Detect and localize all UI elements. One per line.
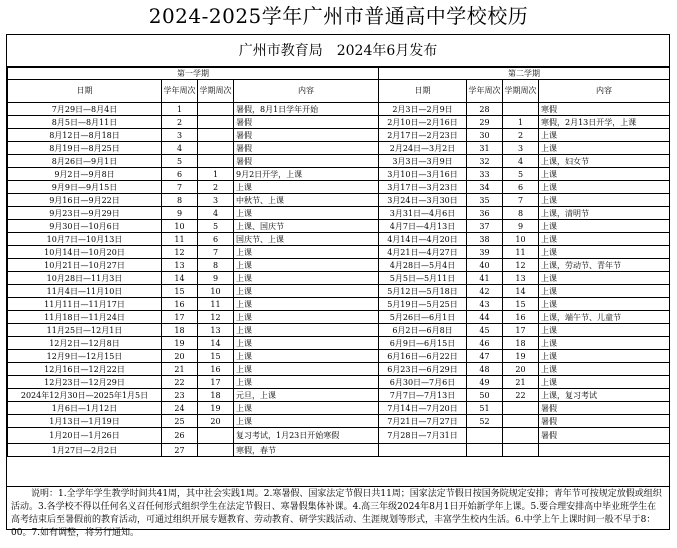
date-cell: 1月27日—2月2日 bbox=[8, 444, 162, 457]
date-cell: 11月25日—12月1日 bbox=[8, 324, 162, 337]
date-cell: 2024年12月30日—2025年1月5日 bbox=[8, 389, 162, 402]
date-cell: 7月21日—7月27日 bbox=[379, 415, 467, 428]
term-week-cell: 19 bbox=[503, 350, 539, 363]
term-week-cell: 12 bbox=[198, 311, 234, 324]
school-week-cell: 38 bbox=[467, 233, 503, 246]
content-cell: 暑假，8月1日学年开始 bbox=[234, 103, 379, 116]
content-cell bbox=[539, 444, 670, 457]
calendar-frame bbox=[6, 34, 670, 538]
term-week-cell bbox=[503, 444, 539, 457]
table-row bbox=[8, 444, 670, 457]
table-row bbox=[8, 116, 670, 129]
term-week-cell: 8 bbox=[503, 207, 539, 220]
table-row bbox=[8, 220, 670, 233]
content-cell: 上课 bbox=[539, 376, 670, 389]
school-week-cell: 8 bbox=[162, 194, 198, 207]
date-cell: 11月18日—11月24日 bbox=[8, 311, 162, 324]
content-cell: 上课 bbox=[539, 246, 670, 259]
table-row bbox=[8, 259, 670, 272]
content-cell: 上课 bbox=[234, 207, 379, 220]
table-row bbox=[8, 168, 670, 181]
table-row bbox=[8, 246, 670, 259]
term-week-cell: 9 bbox=[198, 272, 234, 285]
content-cell: 暑假 bbox=[234, 116, 379, 129]
date-cell: 12月23日—12月29日 bbox=[8, 376, 162, 389]
term-week-cell: 8 bbox=[198, 259, 234, 272]
term-week-cell: 14 bbox=[503, 285, 539, 298]
school-week-cell: 21 bbox=[162, 363, 198, 376]
date-cell: 3月24日—3月30日 bbox=[379, 194, 467, 207]
date-cell bbox=[379, 444, 467, 457]
date-cell: 8月5日—8月11日 bbox=[8, 116, 162, 129]
content-cell: 暑假 bbox=[234, 155, 379, 168]
content-cell: 上课，妇女节 bbox=[539, 155, 670, 168]
term-week-cell: 6 bbox=[503, 181, 539, 194]
table-row bbox=[8, 311, 670, 324]
content-cell: 暑假 bbox=[539, 428, 670, 444]
term-week-cell: 16 bbox=[503, 311, 539, 324]
school-week-cell: 39 bbox=[467, 246, 503, 259]
term-week-cell: 16 bbox=[198, 363, 234, 376]
content-cell: 上课 bbox=[234, 272, 379, 285]
content-cell: 寒假，2月13日开学，上课 bbox=[539, 116, 670, 129]
school-week-cell: 40 bbox=[467, 259, 503, 272]
date-cell: 7月7日—7月13日 bbox=[379, 389, 467, 402]
date-cell: 8月12日—8月18日 bbox=[8, 129, 162, 142]
school-week-cell: 5 bbox=[162, 155, 198, 168]
date-cell: 10月14日—10月20日 bbox=[8, 246, 162, 259]
term-week-cell: 5 bbox=[198, 220, 234, 233]
term-week-cell: 17 bbox=[503, 324, 539, 337]
school-week-cell: 2 bbox=[162, 116, 198, 129]
term-week-cell: 4 bbox=[198, 207, 234, 220]
notes-paragraph: 说明：1.全学年学生教学时间共41周，其中社会实践1周。2.寒暑假、国家法定节假日共11周；国家法定节假日按国务院规定安排；青年节可按规定放假或组织活动。3.各学校不得以任何名义召任何形式组织学生在法定节假日、寒暑假集体补课。4.高三年级2024年8月1日开始新学年上课。5.要合理安排高中毕业班学生在高考结束后至暑假前的教育活动，可通过组织开展专题教育、劳动教育、研学实践活动、生涯规划等形式，丰富学生校内生活。6.中学上午上课时间一般不早于8：00。7.如有调整，将另行通知。 bbox=[7, 486, 669, 540]
content-cell: 上课 bbox=[234, 285, 379, 298]
content-cell: 暑假 bbox=[539, 415, 670, 428]
content-cell: 国庆节、上课 bbox=[234, 233, 379, 246]
page-title: 2024-2025学年广州市普通高中学校校历 bbox=[148, 4, 529, 28]
school-week-cell: 41 bbox=[467, 272, 503, 285]
date-cell: 7月14日—7月20日 bbox=[379, 402, 467, 415]
term-week-cell: 21 bbox=[503, 376, 539, 389]
content-cell: 上课 bbox=[234, 246, 379, 259]
table-row bbox=[8, 129, 670, 142]
school-week-cell: 35 bbox=[467, 194, 503, 207]
school-week-cell: 47 bbox=[467, 350, 503, 363]
term-week-cell: 20 bbox=[198, 415, 234, 428]
table-row bbox=[8, 363, 670, 376]
date-cell: 10月7日—10月13日 bbox=[8, 233, 162, 246]
date-cell: 6月30日—7月6日 bbox=[379, 376, 467, 389]
content-cell: 上课 bbox=[539, 220, 670, 233]
term-week-cell bbox=[503, 415, 539, 428]
date-cell: 6月2日—6月8日 bbox=[379, 324, 467, 337]
table-row bbox=[8, 272, 670, 285]
table-row bbox=[8, 194, 670, 207]
table-row bbox=[8, 298, 670, 311]
term-week-cell bbox=[198, 129, 234, 142]
date-cell: 6月9日—6月15日 bbox=[379, 337, 467, 350]
school-week-cell: 27 bbox=[162, 444, 198, 457]
school-week-cell: 4 bbox=[162, 142, 198, 155]
school-week-cell: 37 bbox=[467, 220, 503, 233]
term-week-cell: 6 bbox=[198, 233, 234, 246]
content-cell: 复习考试，1月23日开始寒假 bbox=[234, 428, 379, 444]
school-week-cell: 20 bbox=[162, 350, 198, 363]
school-week-cell: 14 bbox=[162, 272, 198, 285]
school-calendar-table bbox=[7, 67, 670, 457]
term-week-cell: 10 bbox=[198, 285, 234, 298]
school-week-cell: 19 bbox=[162, 337, 198, 350]
content-cell: 上课 bbox=[539, 272, 670, 285]
term-week-cell: 7 bbox=[198, 246, 234, 259]
date-cell: 3月17日—3月23日 bbox=[379, 181, 467, 194]
term-week-cell bbox=[198, 103, 234, 116]
date-cell: 9月9日—9月15日 bbox=[8, 181, 162, 194]
table-row bbox=[8, 181, 670, 194]
term-week-cell: 3 bbox=[198, 194, 234, 207]
col-header-date: 日期 bbox=[379, 80, 467, 103]
term-week-cell: 7 bbox=[503, 194, 539, 207]
content-cell: 上课 bbox=[539, 233, 670, 246]
term-week-cell: 2 bbox=[503, 129, 539, 142]
school-week-cell: 12 bbox=[162, 246, 198, 259]
content-cell: 上课 bbox=[539, 363, 670, 376]
term-week-cell: 11 bbox=[503, 246, 539, 259]
school-week-cell: 50 bbox=[467, 389, 503, 402]
col-header-content: 内容 bbox=[539, 80, 670, 103]
table-row bbox=[8, 207, 670, 220]
semester-1-header: 第一学期 bbox=[8, 68, 379, 80]
school-week-cell: 6 bbox=[162, 168, 198, 181]
table-row bbox=[8, 402, 670, 415]
date-cell: 5月12日—5月18日 bbox=[379, 285, 467, 298]
date-cell: 3月10日—3月16日 bbox=[379, 168, 467, 181]
col-header-content: 内容 bbox=[234, 80, 379, 103]
date-cell: 11月11日—11月17日 bbox=[8, 298, 162, 311]
table-row bbox=[8, 324, 670, 337]
term-week-cell: 13 bbox=[503, 272, 539, 285]
term-week-cell bbox=[503, 103, 539, 116]
term-week-cell bbox=[503, 428, 539, 444]
school-week-cell: 42 bbox=[467, 285, 503, 298]
date-cell: 4月7日—4月13日 bbox=[379, 220, 467, 233]
date-cell: 9月30日—10月6日 bbox=[8, 220, 162, 233]
date-cell: 5月5日—5月11日 bbox=[379, 272, 467, 285]
school-week-cell: 24 bbox=[162, 402, 198, 415]
content-cell: 上课，复习考试 bbox=[539, 389, 670, 402]
term-week-cell: 14 bbox=[198, 337, 234, 350]
term-week-cell: 1 bbox=[198, 168, 234, 181]
content-cell: 上课，端午节、儿童节 bbox=[539, 311, 670, 324]
date-cell: 5月26日—6月1日 bbox=[379, 311, 467, 324]
content-cell: 上课 bbox=[234, 402, 379, 415]
table-row bbox=[8, 389, 670, 402]
col-header-school-week: 学年周次 bbox=[467, 80, 503, 103]
content-cell: 上课 bbox=[234, 376, 379, 389]
content-cell: 暑假 bbox=[539, 402, 670, 415]
term-week-cell: 11 bbox=[198, 298, 234, 311]
content-cell: 上课 bbox=[539, 324, 670, 337]
content-cell: 上课 bbox=[539, 129, 670, 142]
date-cell: 4月21日—4月27日 bbox=[379, 246, 467, 259]
content-cell: 上课 bbox=[234, 350, 379, 363]
date-cell: 9月16日—9月22日 bbox=[8, 194, 162, 207]
school-week-cell: 44 bbox=[467, 311, 503, 324]
term-week-cell: 19 bbox=[198, 402, 234, 415]
school-week-cell: 28 bbox=[467, 103, 503, 116]
school-week-cell: 7 bbox=[162, 181, 198, 194]
table-row bbox=[8, 337, 670, 350]
school-week-cell: 45 bbox=[467, 324, 503, 337]
school-week-cell: 36 bbox=[467, 207, 503, 220]
date-cell: 12月16日—12月22日 bbox=[8, 363, 162, 376]
term-week-cell: 12 bbox=[503, 259, 539, 272]
col-header-school-week: 学年周次 bbox=[162, 80, 198, 103]
content-cell: 上课 bbox=[234, 298, 379, 311]
semester-2-header: 第二学期 bbox=[379, 68, 670, 80]
date-cell: 3月3日—3月9日 bbox=[379, 155, 467, 168]
content-cell: 上课 bbox=[539, 337, 670, 350]
content-cell: 元旦，上课 bbox=[234, 389, 379, 402]
content-cell: 上课 bbox=[539, 285, 670, 298]
col-header-term-week: 学期周次 bbox=[198, 80, 234, 103]
content-cell: 寒假，春节 bbox=[234, 444, 379, 457]
date-cell: 4月14日—4月20日 bbox=[379, 233, 467, 246]
date-cell: 10月21日—10月27日 bbox=[8, 259, 162, 272]
content-cell: 上课 bbox=[234, 181, 379, 194]
term-week-cell: 9 bbox=[503, 220, 539, 233]
content-cell: 暑假 bbox=[234, 142, 379, 155]
date-cell: 2月17日—2月23日 bbox=[379, 129, 467, 142]
school-week-cell: 13 bbox=[162, 259, 198, 272]
date-cell: 4月28日—5月4日 bbox=[379, 259, 467, 272]
term-week-cell bbox=[503, 402, 539, 415]
content-cell: 上课 bbox=[234, 363, 379, 376]
date-cell: 2月3日—2月9日 bbox=[379, 103, 467, 116]
table-row bbox=[8, 103, 670, 116]
school-week-cell: 29 bbox=[467, 116, 503, 129]
date-cell: 8月26日—9月1日 bbox=[8, 155, 162, 168]
school-week-cell: 26 bbox=[162, 428, 198, 444]
school-week-cell: 25 bbox=[162, 415, 198, 428]
col-header-term-week: 学期周次 bbox=[503, 80, 539, 103]
date-cell: 12月2日—12月8日 bbox=[8, 337, 162, 350]
content-cell: 上课 bbox=[539, 181, 670, 194]
content-cell: 上课 bbox=[234, 337, 379, 350]
table-row bbox=[8, 415, 670, 428]
date-cell: 12月9日—12月15日 bbox=[8, 350, 162, 363]
school-week-cell: 31 bbox=[467, 142, 503, 155]
school-week-cell: 33 bbox=[467, 168, 503, 181]
date-cell: 6月23日—6月29日 bbox=[379, 363, 467, 376]
date-cell: 7月28日—7月31日 bbox=[379, 428, 467, 444]
date-cell: 11月4日—11月10日 bbox=[8, 285, 162, 298]
publisher-line: 广州市教育局 2024年6月发布 bbox=[7, 35, 669, 67]
date-cell: 9月2日—9月8日 bbox=[8, 168, 162, 181]
term-week-cell bbox=[198, 428, 234, 444]
table-row bbox=[8, 376, 670, 389]
term-week-cell: 18 bbox=[503, 337, 539, 350]
school-week-cell: 3 bbox=[162, 129, 198, 142]
date-cell: 2月24日—3月2日 bbox=[379, 142, 467, 155]
school-week-cell: 10 bbox=[162, 220, 198, 233]
school-week-cell: 43 bbox=[467, 298, 503, 311]
school-week-cell: 46 bbox=[467, 337, 503, 350]
date-cell: 6月16日—6月22日 bbox=[379, 350, 467, 363]
content-cell: 中秋节、上课 bbox=[234, 194, 379, 207]
school-week-cell: 34 bbox=[467, 181, 503, 194]
table-row bbox=[8, 142, 670, 155]
table-row bbox=[8, 155, 670, 168]
term-week-cell bbox=[198, 155, 234, 168]
term-week-cell bbox=[198, 116, 234, 129]
term-week-cell bbox=[198, 444, 234, 457]
col-header-date: 日期 bbox=[8, 80, 162, 103]
school-week-cell: 9 bbox=[162, 207, 198, 220]
table-row bbox=[8, 285, 670, 298]
school-week-cell bbox=[467, 428, 503, 444]
date-cell: 3月31日—4月6日 bbox=[379, 207, 467, 220]
term-week-cell: 4 bbox=[503, 155, 539, 168]
content-cell: 上课 bbox=[234, 259, 379, 272]
term-week-cell: 15 bbox=[503, 298, 539, 311]
content-cell: 上课 bbox=[234, 324, 379, 337]
school-week-cell: 30 bbox=[467, 129, 503, 142]
table-row bbox=[8, 233, 670, 246]
date-cell: 7月29日—8月4日 bbox=[8, 103, 162, 116]
term-week-cell: 1 bbox=[503, 116, 539, 129]
content-cell: 上课 bbox=[234, 311, 379, 324]
content-cell: 上课 bbox=[539, 194, 670, 207]
term-week-cell: 13 bbox=[198, 324, 234, 337]
content-cell: 上课，劳动节、青年节 bbox=[539, 259, 670, 272]
content-cell: 上课 bbox=[539, 168, 670, 181]
content-cell: 上课 bbox=[539, 142, 670, 155]
content-cell: 上课 bbox=[539, 298, 670, 311]
date-cell: 1月20日—1月26日 bbox=[8, 428, 162, 444]
school-week-cell bbox=[467, 444, 503, 457]
term-week-cell: 18 bbox=[198, 389, 234, 402]
content-cell: 上课，清明节 bbox=[539, 207, 670, 220]
content-cell: 上课 bbox=[234, 415, 379, 428]
school-week-cell: 1 bbox=[162, 103, 198, 116]
school-week-cell: 32 bbox=[467, 155, 503, 168]
content-cell: 上课 bbox=[539, 350, 670, 363]
term-week-cell: 17 bbox=[198, 376, 234, 389]
content-cell: 上课、国庆节 bbox=[234, 220, 379, 233]
table-row bbox=[8, 428, 670, 444]
term-week-cell bbox=[198, 142, 234, 155]
term-week-cell: 15 bbox=[198, 350, 234, 363]
school-week-cell: 23 bbox=[162, 389, 198, 402]
term-week-cell: 20 bbox=[503, 363, 539, 376]
school-week-cell: 17 bbox=[162, 311, 198, 324]
school-week-cell: 22 bbox=[162, 376, 198, 389]
school-week-cell: 48 bbox=[467, 363, 503, 376]
date-cell: 9月23日—9月29日 bbox=[8, 207, 162, 220]
school-week-cell: 15 bbox=[162, 285, 198, 298]
school-week-cell: 18 bbox=[162, 324, 198, 337]
date-cell: 10月28日—11月3日 bbox=[8, 272, 162, 285]
date-cell: 1月6日—1月12日 bbox=[8, 402, 162, 415]
date-cell: 8月19日—8月25日 bbox=[8, 142, 162, 155]
date-cell: 1月13日—1月19日 bbox=[8, 415, 162, 428]
content-cell: 暑假 bbox=[234, 129, 379, 142]
term-week-cell: 10 bbox=[503, 233, 539, 246]
school-week-cell: 51 bbox=[467, 402, 503, 415]
date-cell: 2月10日—2月16日 bbox=[379, 116, 467, 129]
table-row bbox=[8, 350, 670, 363]
school-week-cell: 11 bbox=[162, 233, 198, 246]
term-week-cell: 22 bbox=[503, 389, 539, 402]
school-week-cell: 16 bbox=[162, 298, 198, 311]
content-cell: 寒假 bbox=[539, 103, 670, 116]
school-week-cell: 49 bbox=[467, 376, 503, 389]
content-cell: 9月2日开学，上课 bbox=[234, 168, 379, 181]
term-week-cell: 2 bbox=[198, 181, 234, 194]
date-cell: 5月19日—5月25日 bbox=[379, 298, 467, 311]
term-week-cell: 3 bbox=[503, 142, 539, 155]
term-week-cell: 5 bbox=[503, 168, 539, 181]
school-week-cell: 52 bbox=[467, 415, 503, 428]
